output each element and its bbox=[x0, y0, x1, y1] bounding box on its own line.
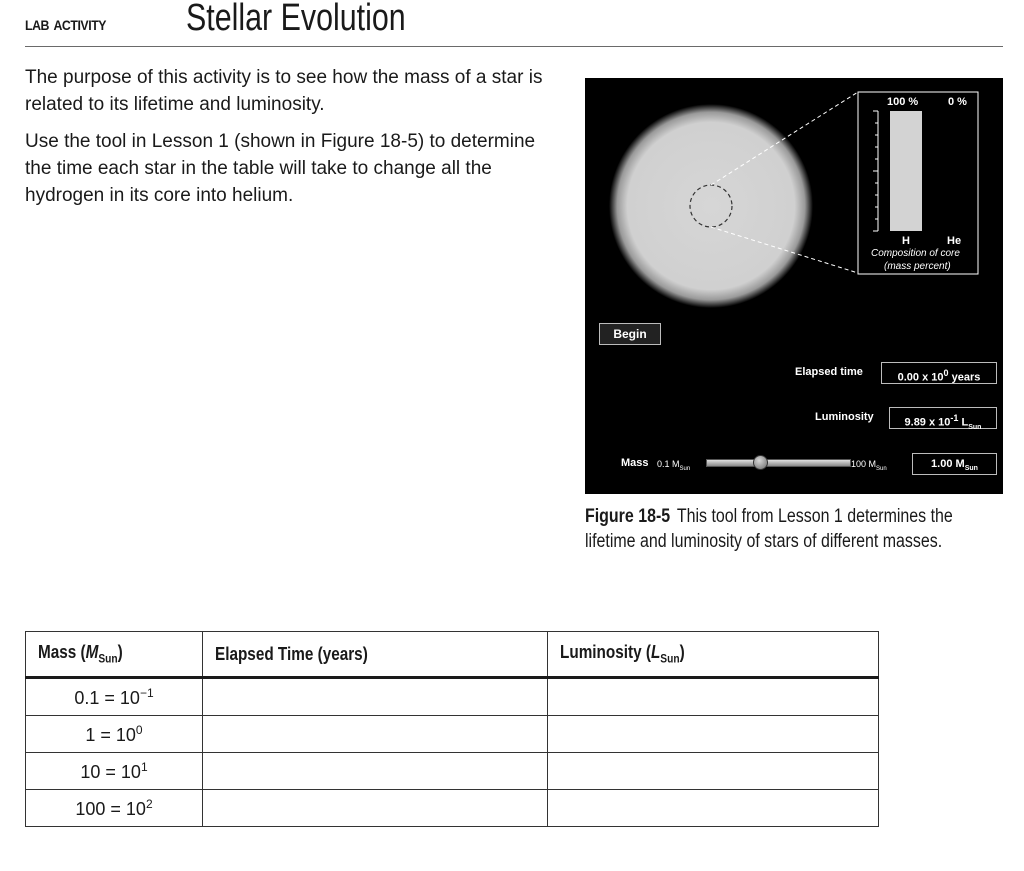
elapsed-time-readout: 0.00 x $10^0$ years bbox=[881, 362, 997, 384]
elapsed-time-label: Elapsed time bbox=[795, 366, 863, 378]
intro-text bbox=[25, 64, 565, 219]
header-elapsed-time bbox=[203, 632, 548, 678]
mass-readout bbox=[912, 453, 997, 475]
mass-max-value: 100 bbox=[851, 459, 867, 469]
mass-max-unit: M bbox=[868, 459, 877, 469]
star-disk bbox=[609, 104, 813, 308]
luminosity-cell[interactable] bbox=[548, 678, 879, 716]
header-elapsed-text: Elapsed Time (years) bbox=[215, 643, 368, 664]
figure-number: Figure 18-5 bbox=[585, 506, 671, 527]
mass-readout-unit-sub: Sun bbox=[964, 465, 978, 473]
mass-max-unit-sub: Sun bbox=[876, 465, 887, 472]
percent-label-right: 0 % bbox=[948, 96, 967, 108]
luminosity-cell[interactable] bbox=[548, 790, 879, 827]
h-label: H bbox=[902, 235, 910, 247]
hydrogen-bar bbox=[890, 111, 922, 231]
header-mass-close: ) bbox=[117, 642, 123, 663]
mass-min-unit: M bbox=[672, 459, 680, 469]
mass-exponent: 1 bbox=[140, 759, 148, 774]
data-table bbox=[25, 631, 879, 827]
table-header-row bbox=[26, 632, 879, 678]
percent-label-left: 100 % bbox=[887, 96, 919, 108]
begin-button[interactable]: Begin bbox=[599, 323, 661, 345]
header-luminosity bbox=[548, 632, 879, 678]
mass-value: 1.00 bbox=[931, 458, 953, 470]
intro-paragraph-2: Use the tool in Lesson 1 (shown in Figure 18-5) to determine the time each star in the table will take to change all the hydrogen in its core into helium. bbox=[25, 131, 536, 206]
luminosity-readout: 9.89 x $10^{-1}$ $L_{Sun}$ bbox=[889, 407, 997, 429]
elapsed-time-cell[interactable] bbox=[203, 753, 548, 790]
mass-min-unit-sub: Sun bbox=[679, 465, 691, 472]
luminosity-unit: L bbox=[961, 416, 969, 429]
luminosity-cell[interactable] bbox=[548, 716, 879, 753]
intro-paragraph-1: The purpose of this activity is to see how the mass of a star is related to its lifetime and luminosity. bbox=[25, 67, 543, 115]
page-title: Stellar Evolution bbox=[186, 0, 406, 39]
mass-exponent: 2 bbox=[145, 796, 153, 811]
mass-slider-thumb[interactable] bbox=[753, 455, 768, 470]
luminosity-mantissa: 9.89 bbox=[904, 416, 926, 429]
mass-cell bbox=[26, 790, 203, 827]
page-header bbox=[25, 0, 1003, 47]
mass-exponent: 0 bbox=[135, 722, 143, 737]
header-luminosity-sub: Sun bbox=[660, 651, 680, 666]
mass-slider[interactable] bbox=[706, 459, 851, 467]
mass-cell bbox=[26, 678, 203, 716]
luminosity-cell[interactable] bbox=[548, 753, 879, 790]
mass-readout-unit: M bbox=[955, 458, 965, 470]
mass-cell bbox=[26, 716, 203, 753]
figure-caption bbox=[585, 504, 1005, 554]
mass-exponent: −1 bbox=[139, 685, 154, 700]
luminosity-label: Luminosity bbox=[815, 411, 874, 423]
table-row bbox=[26, 790, 879, 827]
mass-min-label bbox=[657, 459, 690, 472]
figure-caption-text: This tool from Lesson 1 determines the lifetime and luminosity of stars of different masses. bbox=[585, 506, 953, 552]
header-mass-text: Mass ( bbox=[38, 642, 86, 663]
mass-label: Mass bbox=[621, 457, 649, 469]
table-row bbox=[26, 716, 879, 753]
mass-max-label bbox=[851, 459, 887, 472]
elapsed-time-cell[interactable] bbox=[203, 678, 548, 716]
figure-tool-screenshot bbox=[585, 78, 1003, 494]
lab-activity-label: lab activity bbox=[25, 13, 107, 35]
mass-base: 0.1 = 10 bbox=[74, 687, 140, 708]
header-luminosity-close: ) bbox=[679, 642, 685, 663]
core-caption-line-1: Composition of core bbox=[871, 248, 960, 259]
star-diagram bbox=[585, 78, 1003, 494]
bar-scale bbox=[873, 111, 878, 231]
mass-cell bbox=[26, 753, 203, 790]
core-caption-line-2: (mass percent) bbox=[884, 261, 951, 272]
luminosity-exponent: -1 bbox=[950, 413, 959, 423]
mass-base: 100 = 10 bbox=[75, 798, 146, 819]
he-label: He bbox=[947, 235, 962, 247]
table-row bbox=[26, 678, 879, 716]
header-luminosity-symbol: L bbox=[650, 642, 661, 663]
mass-base: 10 = 10 bbox=[80, 761, 141, 782]
mass-min-value: 0.1 bbox=[657, 459, 670, 469]
header-mass-sub: Sun bbox=[98, 651, 118, 666]
elapsed-time-cell[interactable] bbox=[203, 716, 548, 753]
header-luminosity-text: Luminosity ( bbox=[560, 642, 651, 663]
elapsed-exponent: 0 bbox=[943, 368, 949, 378]
luminosity-unit-sub: Sun bbox=[968, 423, 982, 431]
header-mass bbox=[26, 632, 203, 678]
header-mass-symbol: M bbox=[85, 642, 99, 663]
elapsed-unit: years bbox=[951, 371, 981, 384]
table-row bbox=[26, 753, 879, 790]
elapsed-time-cell[interactable] bbox=[203, 790, 548, 827]
elapsed-mantissa: 0.00 bbox=[897, 371, 920, 384]
mass-base: 1 = 10 bbox=[85, 724, 136, 745]
